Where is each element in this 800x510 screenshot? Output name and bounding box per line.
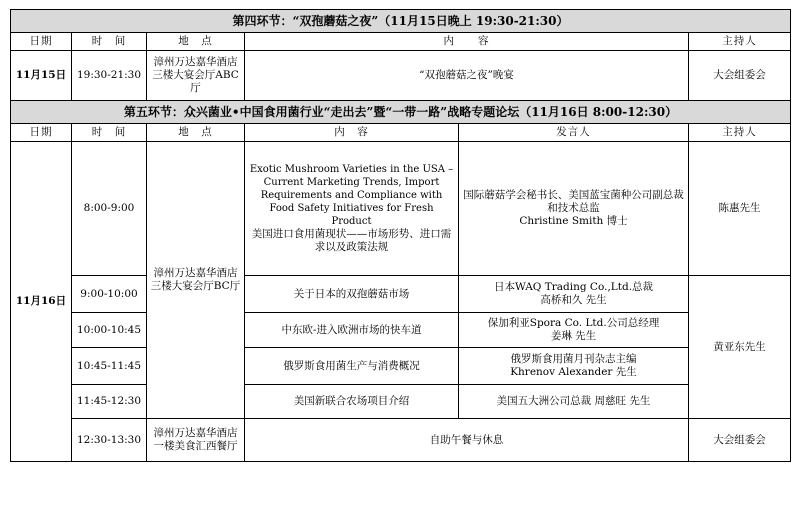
content-cell: 美国新联合农场项目介绍 [245,385,459,419]
time-cell: 12:30-13:30 [72,419,147,462]
header-time: 时 间 [72,33,147,51]
time-cell: 10:00-10:45 [72,313,147,348]
section4-row [11,51,791,101]
agenda-table [10,9,791,462]
time-cell: 9:00-10:00 [72,276,147,313]
header-speaker: 发言人 [459,124,689,142]
speaker-title: 国际蘑菇学会秘书长、美国蓝宝菌种公司副总裁和技术总监 [463,189,684,214]
speaker-cell [459,276,689,313]
section5-title: 第五环节：众兴菌业•中国食用菌行业“走出去”暨“一带一路”战略专题论坛（11月16日 8:00-12:30） [11,101,791,124]
speaker-title: 保加利亚Spora Co. Ltd.公司总经理 [487,317,660,329]
header-host: 主持人 [689,33,791,51]
agenda-document [10,9,790,462]
lunch-row [11,419,791,462]
speaker-name: 姜琳 先生 [550,330,597,342]
table-row [11,142,791,276]
header-date: 日期 [11,33,72,51]
header-content: 内 容 [245,124,459,142]
date-cell: 11月16日 [11,142,72,462]
date-cell: 11月15日 [11,51,72,101]
time-cell: 10:45-11:45 [72,348,147,385]
content-cell: 中东欧-进入欧洲市场的快车道 [245,313,459,348]
header-content: 内 容 [245,33,689,51]
place-cell: 漳州万达嘉华酒店三楼大宴会厅BC厅 [147,142,245,419]
speaker-title: 俄罗斯食用菌月刊杂志主编 [510,353,637,365]
header-host: 主持人 [689,124,791,142]
section4-title: 第四环节：“双孢蘑菇之夜”（11月15日晚上 19:30-21:30） [11,10,791,33]
speaker-name: 高桥和久 先生 [540,294,607,306]
content-english: Exotic Mushroom Varieties in the USA – Current Marketing Trends, Import Requirements and Compliance with Food Safety Initiatives for Fresh Product [249,164,454,227]
header-place: 地 点 [147,33,245,51]
content-chinese: 美国进口食用菌现状——市场形势、进口需求以及政策法规 [251,228,452,253]
table-row [11,276,791,313]
header-date: 日期 [11,124,72,142]
speaker-title: 日本WAQ Trading Co.,Ltd.总裁 [493,281,654,293]
host-cell: 陈惠先生 [689,142,791,276]
table-row [11,313,791,348]
speaker-name: Khrenov Alexander 先生 [510,366,637,378]
host-cell: 大会组委会 [689,419,791,462]
host-cell: 大会组委会 [689,51,791,101]
time-cell: 8:00-9:00 [72,142,147,276]
header-place: 地 点 [147,124,245,142]
header-time: 时 间 [72,124,147,142]
content-cell: “双孢蘑菇之夜”晚宴 [245,51,689,101]
speaker-cell [459,313,689,348]
place-cell: 漳州万达嘉华酒店一楼美食汇西餐厅 [147,419,245,462]
content-cell: 俄罗斯食用菌生产与消费概况 [245,348,459,385]
content-cell: 自助午餐与休息 [245,419,689,462]
table-row [11,385,791,419]
section5-header-row [11,124,791,142]
speaker-cell: 美国五大洲公司总裁 周慈旺 先生 [459,385,689,419]
time-cell: 11:45-12:30 [72,385,147,419]
time-cell: 19:30-21:30 [72,51,147,101]
place-cell: 漳州万达嘉华酒店三楼大宴会厅ABC厅 [147,51,245,101]
speaker-cell [459,142,689,276]
table-row [11,348,791,385]
speaker-cell [459,348,689,385]
content-cell: 关于日本的双孢蘑菇市场 [245,276,459,313]
speaker-name: Christine Smith 博士 [519,215,628,227]
section4-header-row [11,33,791,51]
host-cell: 黄亚东先生 [689,276,791,419]
content-cell [245,142,459,276]
